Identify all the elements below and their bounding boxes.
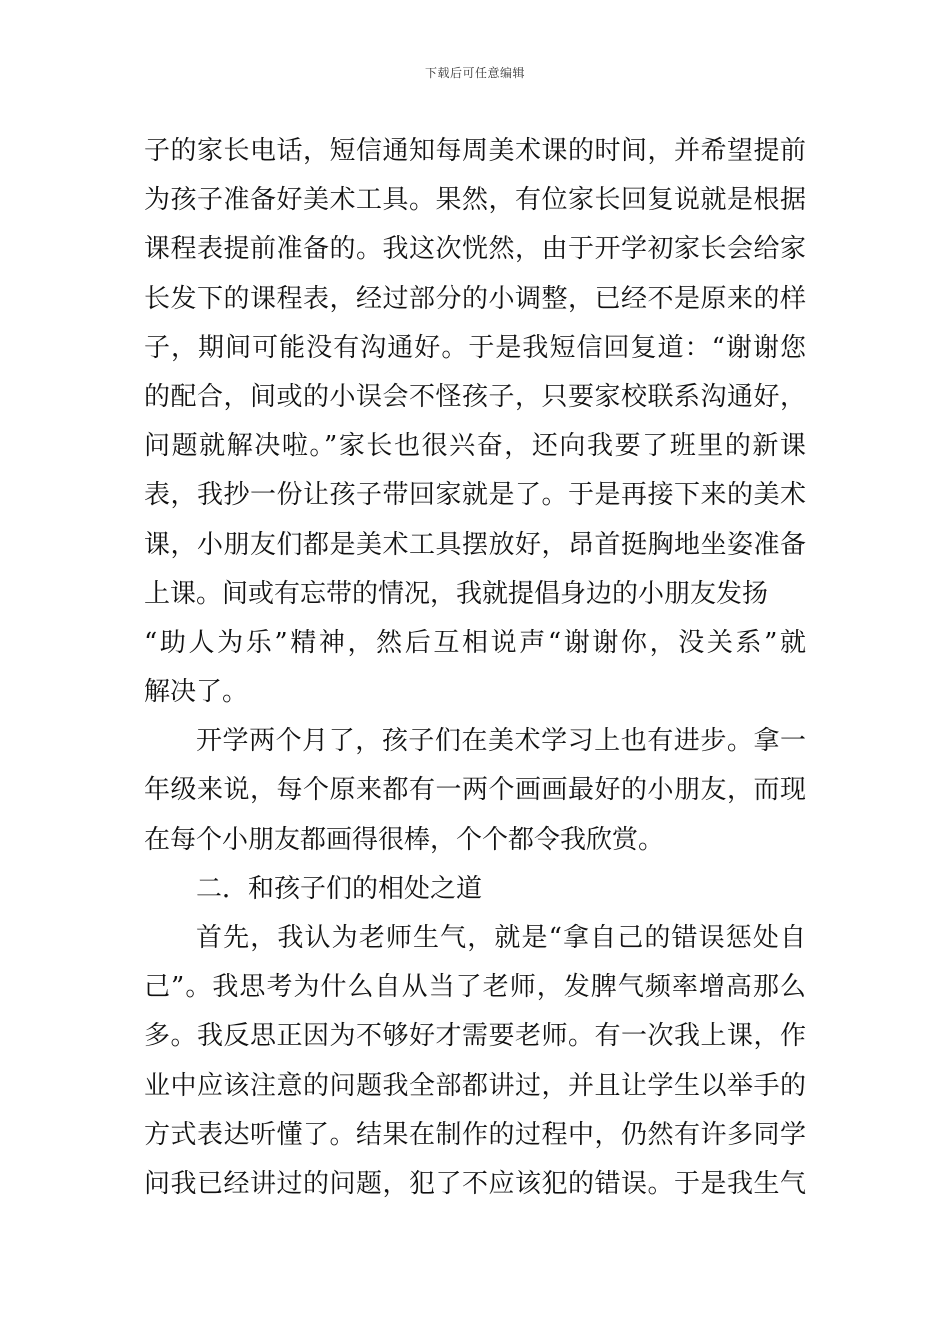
- text-line: 多。我反思正因为不够好才需要老师。有一次我上课，作: [144, 1021, 806, 1052]
- text-line: 的配合，间或的小误会不怪孩子，只要家校联系沟通好，: [144, 381, 806, 412]
- text-line: 上课。间或有忘带的情况，我就提倡身边的小朋友发扬: [144, 578, 769, 609]
- text-line: 子的家长电话，短信通知每周美术课的时间，并希望提前: [144, 136, 806, 166]
- section-heading: 二．和孩子们的相处之道: [196, 873, 483, 904]
- text-line: 方式表达听懂了。结果在制作的过程中，仍然有许多同学: [144, 1119, 806, 1150]
- page-header: 下载后可任意编辑: [424, 66, 525, 80]
- text-line: 业中应该注意的问题我全部都讲过，并且让学生以举手的: [144, 1070, 806, 1101]
- text-line: 课程表提前准备的。我这次恍然，由于开学初家长会给家: [144, 234, 806, 265]
- document-body: [144, 127, 806, 1209]
- paragraph-first-line: 开学两个月了，孩子们在美术学习上也有进步。拿一: [196, 726, 806, 757]
- text-line: 为孩子准备好美术工具。果然，有位家长回复说就是根据: [144, 185, 806, 216]
- paragraph-first-line: 首先，我认为老师生气，就是“拿自己的错误惩处自: [196, 923, 806, 953]
- text-line: 长发下的课程表，经过部分的小调整，已经不是原来的样: [144, 283, 806, 314]
- text-line: 课，小朋友们都是美术工具摆放好，昂首挺胸地坐姿准备: [144, 529, 806, 560]
- text-line: 表，我抄一份让孩子带回家就是了。于是再接下来的美术: [144, 480, 806, 511]
- text-line: 年级来说，每个原来都有一两个画画最好的小朋友，而现: [144, 775, 806, 806]
- text-line: 问题就解决啦。”家长也很兴奋，还向我要了班里的新课: [144, 431, 806, 462]
- text-line: 问我已经讲过的问题，犯了不应该犯的错误。于是我生气: [144, 1168, 806, 1199]
- text-line: “助人为乐”精神，然后互相说声“谢谢你，没关系”就: [144, 627, 806, 658]
- text-line: 在每个小朋友都画得很棒，个个都令我欣赏。: [144, 824, 665, 855]
- text-line: 子，期间可能没有沟通好。于是我短信回复道：“谢谢您: [144, 332, 806, 363]
- text-line: 己”。我思考为什么自从当了老师，发脾气频率增高那么: [144, 972, 806, 1003]
- text-line: 解决了。: [144, 677, 249, 708]
